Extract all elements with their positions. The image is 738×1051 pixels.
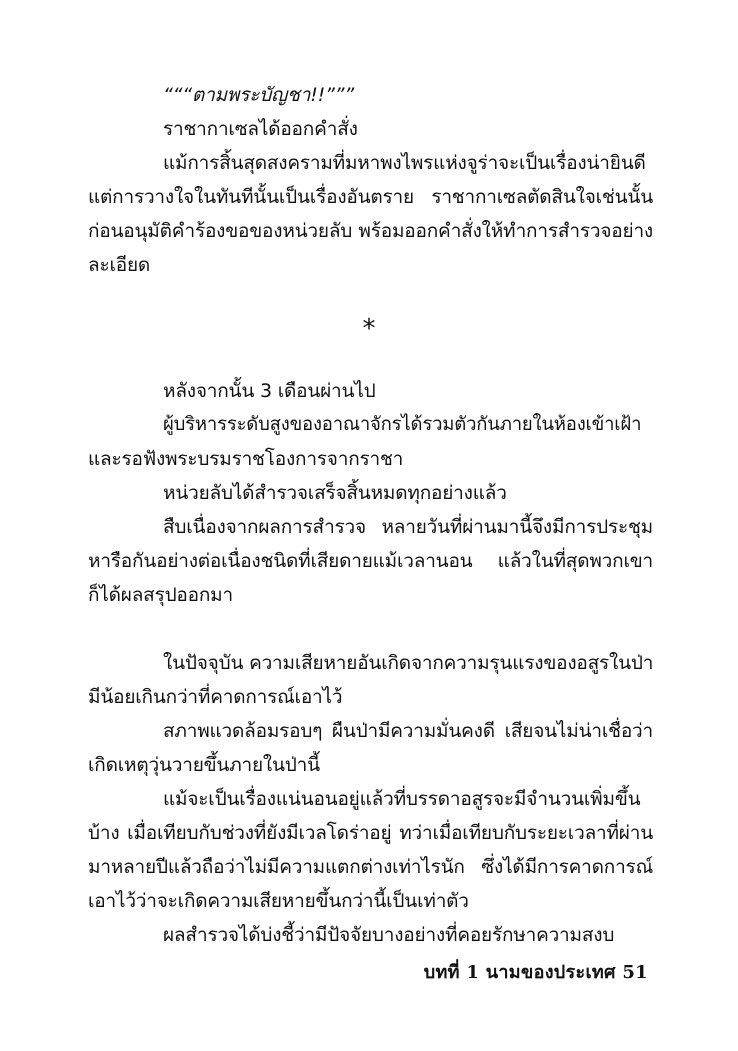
text-line: เอาไว้ว่าจะเกิดความเสียหายขึ้นกว่านี้เป็นเท่าตัว: [88, 890, 469, 912]
text-line: ผู้บริหารระดับสูงของอาณาจักรได้รวมตัวกันภายในห้องเข้าเฝ้า: [163, 414, 642, 435]
text-line: และรอฟังพระบรมราชโองการจากราชา: [88, 448, 404, 470]
text-line: สืบเนื่องจากผลการสำรวจ หลายวันที่ผ่านมานี้จึงมีการประชุม: [163, 516, 653, 538]
text-line: ผลสำรวจได้บ่งชี้ว่ามีปัจจัยบางอย่างที่คอยรักษาความสงบ: [163, 924, 615, 946]
text-line: แม้การสิ้นสุดสงครามที่มหาพงไพรแห่งจูร่าจะเป็นเรื่องน่ายินดี: [163, 152, 646, 174]
text-line: หลังจากนั้น 3 เดือนผ่านไป: [163, 380, 376, 402]
text-line: หารือกันอย่างต่อเนื่องชนิดที่เสียดายแม้เวลานอน แล้วในที่สุดพวกเขา: [88, 550, 653, 572]
text-line: แม้จะเป็นเรื่องแน่นอนอยู่แล้วที่บรรดาอสูรจะมีจำนวนเพิ่มขึ้น: [163, 788, 641, 810]
text-line: แต่การวางใจในทันทีนั้นเป็นเรื่องอันตราย ราชากาเซลตัดสินใจเช่นนั้น: [88, 186, 653, 208]
text-line: เกิดเหตุวุ่นวายขึ้นภายในป่านี้: [88, 754, 320, 776]
text-line: มาหลายปีแล้วถือว่าไม่มีความแตกต่างเท่าไรนัก ซึ่งได้มีการคาดการณ์: [88, 856, 653, 878]
text-line: ก่อนอนุมัติคำร้องขอของหน่วยลับ พร้อมออกคำสั่งให้ทำการสำรวจอย่าง: [88, 220, 653, 242]
text-line: ละเอียด: [88, 254, 151, 276]
text-line: มีน้อยเกินกว่าที่คาดการณ์เอาไว้: [88, 686, 343, 708]
page-footer: บทที่ 1 นามของประเทศ 51: [423, 962, 648, 983]
text-line: ราชากาเซลได้ออกคำสั่ง: [163, 118, 358, 140]
text-line: บ้าง เมื่อเทียบกับช่วงที่ยังมีเวลโดร่าอยู่ ทว่าเมื่อเทียบกับระยะเวลาที่ผ่าน: [88, 822, 653, 844]
text-line: สภาพแวดล้อมรอบๆ ผืนป่ามีความมั่นคงดี เสียจนไม่น่าเชื่อว่า: [163, 720, 653, 742]
section-separator: *: [362, 314, 376, 344]
text-line: หน่วยลับได้สำรวจเสร็จสิ้นหมดทุกอย่างแล้ว: [163, 482, 507, 504]
dialogue-line: “““ตามพระบัญชา!!”””: [163, 84, 354, 106]
text-line: ก็ได้ผลสรุปออกมา: [88, 584, 233, 606]
text-line: ในปัจจุบัน ความเสียหายอันเกิดจากความรุนแรงของอสูรในป่า: [163, 652, 654, 674]
